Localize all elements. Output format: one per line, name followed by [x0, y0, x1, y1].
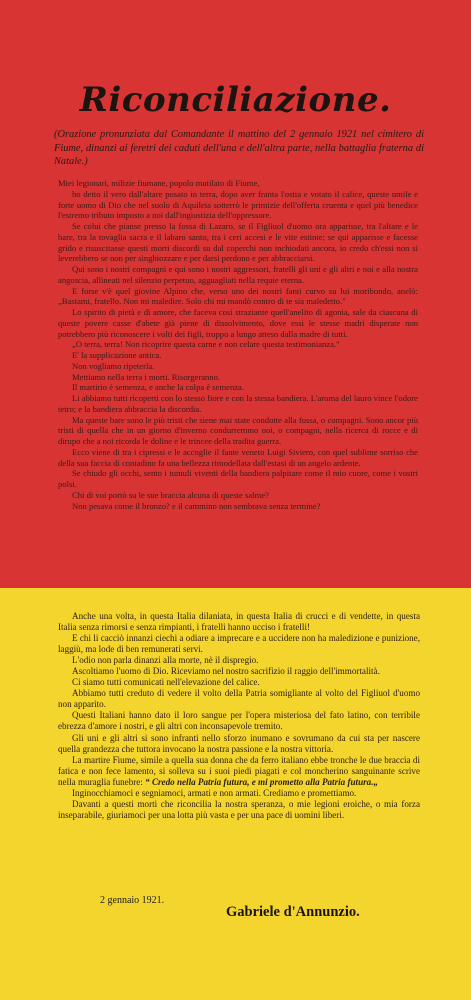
paragraph: Questi Italiani hanno dato il loro sangue per l'opera misteriosa del fato latino, con terribile ebrezza d'amore i nostri, e gli altri con inconsapevole tremito. [58, 710, 420, 732]
paragraph: Ecco viene di tra i cipressi e le accoglie il fante veneto Luigi Siviero, con quel sublime sorriso che della sua faccia di contadino fa una bellezza rimodellata dall'estasi di un angelo ardente. [58, 446, 418, 468]
paragraph: Se colui che pianse presso la fossa di Lazaro, se il Figliuol d'uomo ora apparisse, tra l'altare e le bare, tra la tovaglia sacra e il labaro santo, tra i ceri accesi e le vite estinte; se qui apparisse e facesse grido e risuscitasse questi morti discordi su dal coperchi non inchiodati ancora, io credo ch'essi non si leverebbero se non per singhiozzare e per darsi perdono e per abbracciarsi. [58, 221, 418, 264]
paragraph: Miei legionari, milizie fiumane, popolo mutilato di Fiume, [58, 178, 260, 188]
red-section-text [58, 178, 418, 511]
paragraph: ho detto il vero dall'altare posato in terra, dopo aver franta l'ostia e votato il calice, queste umile e forte uomo di Dio che nel suolo di Aquileia sotterrò le primizie dell'offerta cruenta e quel più benedice l'estremo tributo imposto a noi dall'ingiustizia dell'oppressore. [58, 188, 418, 221]
document-title: Riconciliazione. [79, 80, 392, 120]
paragraph: Gli uni e gli altri si sono infranti nello sforzo inumano e sovrumano da cui sta per nascere quella grandezza che tuttora invocano la nostra passione e la nostra vittoria. [58, 732, 420, 754]
paragraph: E chi li cacciò innanzi ciechi a odiare a imprecare e a uccidere non ha maledizione e punizione, laggiù, ma lode di ben remunerati servi. [58, 633, 420, 655]
paragraph: Abbiamo tutti creduto di vedere il volto della Patria somigliante al volto del Figliuol d'uomo non apparito. [58, 688, 420, 710]
yellow-section-text [58, 611, 420, 821]
paragraph: Chi di voi portò su le sue braccia alcuna di queste salme? [72, 489, 269, 500]
paragraph: L'odio non parla dinanzi alla morte, nè il dispregio. [72, 655, 259, 666]
paragraph: Lo spirito di pietà e di amore, che faceva così straziante quell'anelito di agonia, sale da ciascuna di queste povere casse d'abete già piene di dissolvimento, dove essi le stesse madri disperate non potrebbero più riconoscere i volti dei figli, troppo a lungo atteso dalla madre di tutti. [58, 307, 418, 339]
paragraph: Li abbiamo tutti ricoperti con lo stesso fiore e con la stessa bandiera. L'aroma del lauro vince l'odore tetro; e la bandiera abbraccia la discordia. [58, 393, 418, 414]
paragraph: Se chiudo gli occhi, sento i tumuli viventi della bandiera palpitare come il mio cuore, come i vostri polsi. [58, 468, 418, 489]
paragraph: Davanti a questi morti che riconcilia la nostra speranza, o mie legioni eroiche, o mia forza inseparabile, giuriamoci per una lotta più vasta e per una pace di uomini liberi. [58, 798, 420, 820]
document-date: 2 gennaio 1921. [100, 895, 165, 906]
signature: Gabriele d'Annunzio. [226, 904, 360, 920]
paragraph: Ascoltiamo l'uomo di Dio. Riceviamo nel nostro sacrifizio il raggio dell'immortalità. [72, 666, 380, 677]
paragraph: Ci siamo tutti comunicati nell'elevazione del calice. [72, 677, 260, 688]
paragraph: Anche una volta, in questa Italia dilaniata, in questa Italia di crucci e di vendette, in questa Italia senza rimorsi e senza rimpianti, i fratelli hanno ucciso i fratelli! [58, 611, 420, 633]
paragraph: Non vogliamo ripeterla. [72, 360, 155, 371]
patria-quote: “ Credo nella Patria futura, e mi prometto alla Patria futura.„ [145, 776, 379, 787]
paragraph: Il martirio è semenza, e anche la colpa è semenza. [72, 382, 245, 393]
paragraph: Ma queste bare sono le più tristi che siene mai state condotte alla fossa, o compagni. Sono ancor più tristi di quella che in un giorno d'inverno condurremmo noi, o compagni, nella ricerca di rocce e di dirupo che a noi ricorda le doline e le trincee della tradita guerra. [58, 414, 418, 446]
paragraph: „O terra, terra! Non ricoprire questa carne e non celare questa testimonianza." [72, 339, 340, 350]
paragraph: Inginocchiamoci e segniamoci, armati e non armati. Crediamo e promettiamo. [72, 787, 357, 798]
paragraph: Non pesava come il bronzo? e il cammino non sembrava senza termine? [72, 500, 321, 511]
paragraph [58, 755, 420, 788]
paragraph-text: La martire Fiume, simile a quella sua donna che da ferro italiano ebbe tronche le due braccia di fatica e non fece lamento, si solleva su i suoi piedi piagati e col moncherino sanguinante scrive nella muraglia funebre: [58, 754, 420, 787]
paragraph: Mettiamo nella terra i morti. Risorgeranno. [72, 371, 221, 382]
paragraph: E forse v'è quel giovine Alpino che, verso uno dei nostri fanti curvo su lui moribondo, anelò: „Bastami, fratello. Non mi maledire. Solo chi mi mandò contro di te sia maledetto." [58, 285, 418, 307]
paragraph: Qui sono i nostri compagni e qui sono i nostri aggressori, fratelli gli uni e gli altri e noi e alla nostra angoscia, allineati nel silenzio perpetuo, agguagliati nella requie eterna. [58, 264, 418, 285]
document-subtitle: (Orazione pronunziata dal Comandante il mattino del 2 gennaio 1921 nel cimitero di Fiume, dinanzi ai feretri dei caduti dell'una e dell'altra parte, nella battaglia fraterna di Natale.) [54, 129, 424, 167]
paragraph: E' la supplicazione antica. [72, 350, 162, 360]
